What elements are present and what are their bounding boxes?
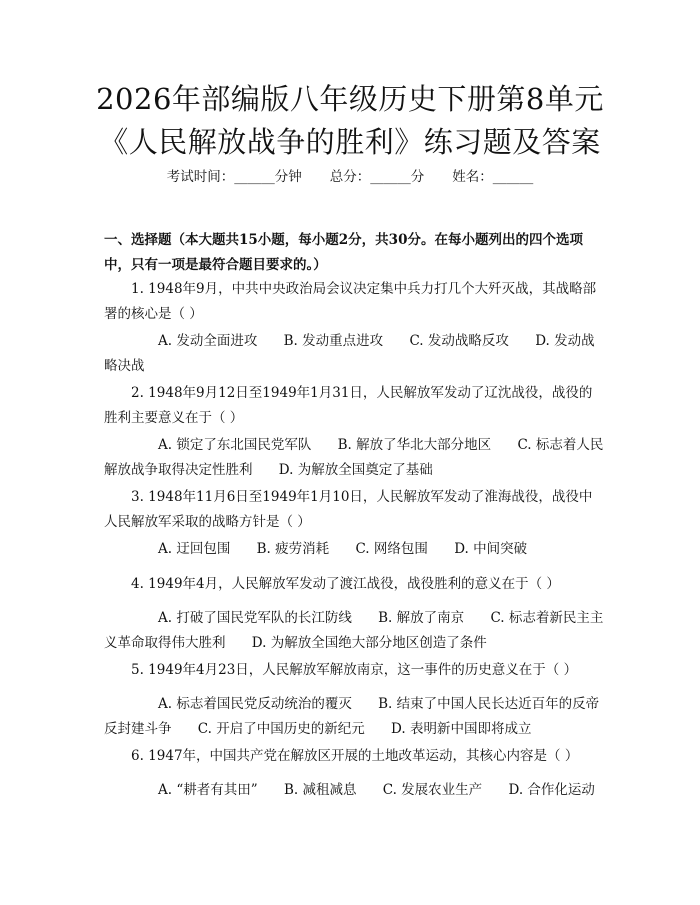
question-stem: 2. 1948年9月12日至1949年1月31日，人民解放军发动了辽沈战役，战役的胜利主要意义在于（ ）	[104, 385, 593, 426]
option-b: B. 解放了南京	[378, 610, 465, 626]
question-options	[104, 692, 604, 742]
section-heading: 一、选择题（本大题共15小题，每小题2分，共30分。在每小题列出的四个选项中，只有一项是最符合题目要求的。）	[104, 232, 583, 273]
option-b: B. 解放了华北大部分地区	[337, 437, 492, 453]
option-d: D. 发动战略决战	[104, 333, 595, 374]
option-c: C. 发动战略反攻	[409, 333, 509, 349]
option-a: A. 发动全面进攻	[158, 333, 258, 349]
document-title: 2026年部编版八年级历史下册第8单元《人民解放战争的胜利》练习题及答案	[96, 82, 604, 159]
option-d: D. 中间突破	[454, 541, 528, 557]
option-d: D. 表明新中国即将成立	[391, 721, 532, 737]
option-c: C. 标志着新民主主义革命取得伟大胜利	[104, 610, 604, 651]
exam-meta	[0, 166, 700, 188]
question-options	[104, 329, 604, 379]
question-stem: 4. 1949年4月，人民解放军发动了渡江战役，战役胜利的意义在于（ ）	[131, 576, 560, 592]
option-c: C. 网络包围	[355, 541, 428, 557]
student-name: 姓名：______	[452, 169, 534, 185]
question-stem: 3. 1948年11月6日至1949年1月10日，人民解放军发动了淮海战役，战役中人民解放军采取的战略方针是（ ）	[104, 489, 593, 530]
option-c: C. 标志着人民解放战争取得决定性胜利	[104, 437, 604, 478]
option-b: B. 发动重点进攻	[283, 333, 384, 349]
question-options	[104, 433, 604, 483]
option-b: B. 减租减息	[283, 782, 357, 798]
option-a: A. 锁定了东北国民党军队	[158, 437, 312, 453]
option-d: D. 为解放全国绝大部分地区创造了条件	[251, 635, 487, 651]
question-options	[104, 778, 604, 803]
question-stem: 6. 1947年，中国共产党在解放区开展的土地改革运动，其核心内容是（ ）	[131, 748, 579, 764]
exam-time: 考试时间：______分钟	[166, 169, 302, 185]
option-c: C. 开启了中国历史的新纪元	[197, 721, 365, 737]
option-b: B. 疲劳消耗	[256, 541, 330, 557]
option-a: A. 标志着国民党反动统治的覆灭	[158, 696, 352, 712]
option-a: A. “耕者有其田”	[158, 782, 258, 798]
question-options	[104, 537, 604, 562]
option-d: D. 合作化运动	[508, 782, 595, 798]
option-b: B. 结束了中国人民长达近百年的反帝反封建斗争	[104, 696, 600, 737]
exam-total-score: 总分：______分	[329, 169, 425, 185]
option-a: A. 迂回包围	[158, 541, 231, 557]
option-a: A. 打破了国民党军队的长江防线	[158, 610, 352, 626]
option-c: C. 发展农业生产	[382, 782, 483, 798]
question-options	[104, 606, 604, 656]
question-stem: 5. 1949年4月23日，人民解放军解放南京，这一事件的历史意义在于（ ）	[131, 662, 578, 678]
question-stem: 1. 1948年9月，中共中央政治局会议决定集中兵力打几个大歼灭战，其战略部署的核心是（ ）	[104, 281, 597, 322]
option-d: D. 为解放全国奠定了基础	[278, 462, 433, 478]
